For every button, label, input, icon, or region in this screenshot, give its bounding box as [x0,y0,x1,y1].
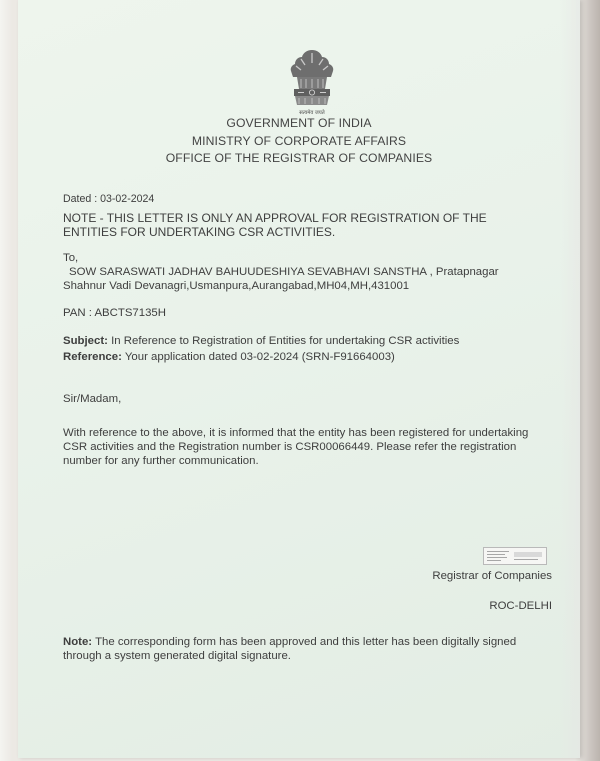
svg-text:सत्यमेव जयते: सत्यमेव जयते [299,110,325,116]
subject-text: In Reference to Registration of Entities for undertaking CSR activities [107,335,460,347]
digital-signature-stamp [483,547,547,565]
address-line1: SOW SARASWATI JADHAV BAHUUDESHIYA SEVABHAVI SANSTHA , Pratapnagar [69,266,499,278]
body-line3: number for any further communication. [63,455,259,467]
page-shadow [560,0,580,758]
pan-number: PAN : ABCTS7135H [63,307,166,319]
letter-page [18,0,580,758]
header-government: GOVERNMENT OF INDIA [226,116,372,130]
reference-text: Your application dated 03-02-2024 (SRN-F91664003) [121,351,395,363]
body-line1: With reference to the above, it is informed that the entity has been registered for undertaking [63,427,529,439]
address-to: To, [63,252,79,264]
roc-office: ROC-DELHI [489,600,552,612]
header-office: OFFICE OF THE REGISTRAR OF COMPANIES [165,151,433,165]
digital-note-line2: through a system generated digital signature. [63,650,291,662]
header-ministry: MINISTRY OF CORPORATE AFFAIRS [191,134,407,148]
digital-note-label: Note: [63,636,93,648]
digital-note-line1 [63,636,516,649]
registrar-title: Registrar of Companies [432,570,552,582]
state-emblem-icon [281,47,343,121]
subject-line [63,335,459,348]
digital-note-text: The corresponding form has been approved and this letter has been digitally signed [92,636,517,648]
subject-label: Subject: [63,335,108,347]
reference-label: Reference: [63,351,122,363]
address-line2: Shahnur Vadi Devanagri,Usmanpura,Aurangabad,MH04,MH,431001 [63,280,410,292]
body-line2: CSR activities and the Registration number is CSR00066449. Please refer the registration [63,441,517,453]
approval-note-line2: ENTITIES FOR UNDERTAKING CSR ACTIVITIES. [63,225,336,239]
approval-note-line1: NOTE - THIS LETTER IS ONLY AN APPROVAL FOR REGISTRATION OF THE [63,211,487,225]
reference-line [63,351,395,364]
letter-date: Dated : 03-02-2024 [63,193,155,205]
salutation: Sir/Madam, [63,393,122,405]
